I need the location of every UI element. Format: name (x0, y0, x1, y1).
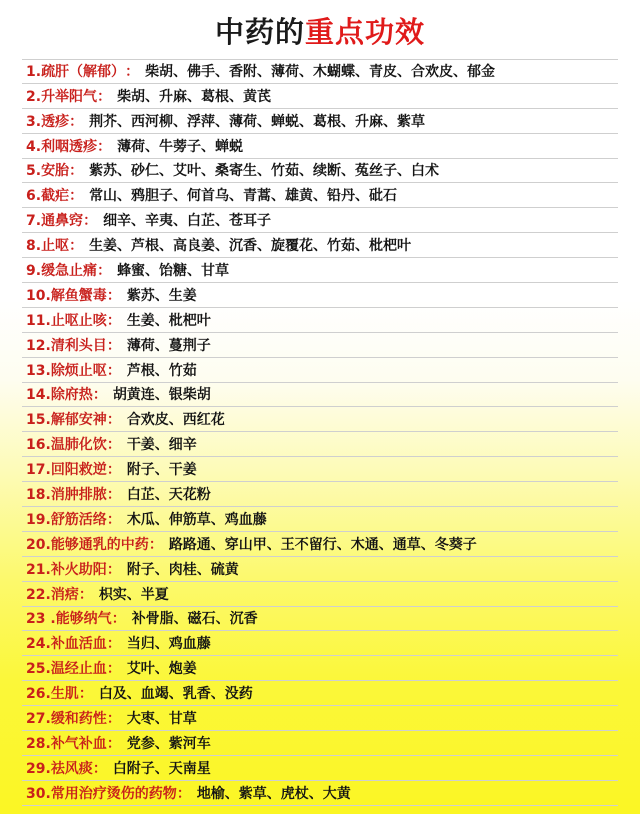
list-item (22, 482, 618, 507)
item-herbs: 柴胡、佛手、香附、薄荷、木蝴蝶、青皮、合欢皮、郁金 (145, 63, 496, 80)
item-separator: ： (106, 362, 121, 379)
item-separator: ： (106, 412, 121, 429)
list-item (22, 706, 618, 731)
item-efficacy: 通鼻窍 (41, 213, 84, 230)
item-number: 21. (26, 561, 51, 578)
list-item (22, 631, 618, 656)
item-efficacy: 补火助阳 (50, 561, 107, 578)
item-efficacy: 除府热 (50, 387, 93, 404)
item-number: 6. (26, 188, 42, 205)
item-number: 9. (26, 263, 42, 280)
item-separator: ： (106, 636, 121, 653)
item-herbs: 紫苏、砂仁、艾叶、桑寄生、竹茹、续断、菟丝子、白术 (89, 163, 440, 180)
item-number: 22. (26, 586, 51, 603)
item-separator: ： (83, 213, 98, 230)
item-separator: ： (69, 188, 84, 205)
list-item (22, 557, 618, 582)
item-separator: ： (106, 511, 121, 528)
item-efficacy: 常用治疗烫伤的药物 (50, 785, 177, 802)
item-number: 13. (26, 362, 51, 379)
list-item (22, 457, 618, 482)
item-efficacy: 止呕止咳 (50, 312, 107, 329)
item-efficacy: 舒筋活络 (50, 511, 107, 528)
item-efficacy: 温经止血 (50, 661, 107, 678)
item-efficacy: 能够纳气 (55, 611, 112, 628)
item-herbs: 细辛、辛夷、白芷、苍耳子 (103, 213, 272, 230)
item-herbs: 艾叶、炮姜 (126, 661, 197, 678)
item-number: 14. (26, 387, 51, 404)
list-item (22, 582, 618, 607)
item-separator: ： (106, 337, 121, 354)
list-item (22, 258, 618, 283)
item-separator: ： (106, 437, 121, 454)
item-number: 3. (26, 113, 42, 130)
item-efficacy: 利咽透疹 (41, 138, 98, 155)
item-separator: ： (106, 661, 121, 678)
item-number: 16. (26, 437, 51, 454)
item-herbs: 附子、肉桂、硫黄 (126, 561, 239, 578)
item-number: 8. (26, 238, 42, 255)
list-item (22, 59, 618, 84)
item-herbs: 党参、紫河车 (126, 735, 211, 752)
item-herbs: 紫苏、生姜 (126, 287, 197, 304)
item-herbs: 大枣、甘草 (126, 711, 197, 728)
item-efficacy: 祛风痰 (50, 760, 93, 777)
item-efficacy: 解鱼蟹毒 (50, 287, 107, 304)
item-herbs: 荆芥、西河柳、浮萍、薄荷、蝉蜕、葛根、升麻、紫草 (89, 113, 426, 130)
item-separator: ： (69, 238, 84, 255)
list-item (22, 333, 618, 358)
list-item (22, 756, 618, 781)
item-herbs: 生姜、芦根、高良姜、沉香、旋覆花、竹茹、枇杷叶 (89, 238, 412, 255)
item-separator: ： (78, 586, 93, 603)
title-part-1: 中药的 (214, 15, 305, 49)
item-herbs: 补骨脂、磁石、沉香 (131, 611, 258, 628)
list-item (22, 134, 618, 159)
item-separator: ： (106, 487, 121, 504)
item-herbs: 柴胡、升麻、葛根、黄芪 (117, 88, 272, 105)
list-item (22, 731, 618, 756)
item-number: 15. (26, 412, 51, 429)
efficacy-list (22, 59, 618, 806)
item-efficacy: 透疹 (41, 113, 70, 130)
item-separator: ： (92, 760, 107, 777)
item-efficacy: 能够通乳的中药 (50, 536, 149, 553)
item-herbs: 附子、干姜 (126, 462, 197, 479)
list-item (22, 159, 618, 184)
item-separator: ： (106, 312, 121, 329)
item-number: 30. (26, 785, 51, 802)
item-number: 10. (26, 287, 51, 304)
item-efficacy: 安胎 (41, 163, 70, 180)
list-item (22, 656, 618, 681)
item-efficacy: 生肌 (50, 686, 79, 703)
item-number: 2. (26, 88, 42, 105)
item-number: 17. (26, 462, 51, 479)
item-herbs: 路路通、穿山甲、王不留行、木通、通草、冬葵子 (168, 536, 477, 553)
item-herbs: 枳实、半夏 (98, 586, 169, 603)
item-herbs: 芦根、竹茹 (126, 362, 197, 379)
item-separator: ： (92, 387, 107, 404)
item-herbs: 地榆、紫草、虎杖、大黄 (196, 785, 351, 802)
item-efficacy: 疏肝（解郁） (41, 63, 126, 80)
item-separator: ： (148, 536, 163, 553)
item-efficacy: 补血活血 (50, 636, 107, 653)
list-item (22, 681, 618, 706)
list-item (22, 233, 618, 258)
item-separator: ： (69, 113, 84, 130)
list-item (22, 383, 618, 408)
title-part-2-highlight: 重点功效 (305, 15, 426, 49)
item-efficacy: 回阳救逆 (50, 462, 107, 479)
list-item (22, 84, 618, 109)
item-separator: ： (111, 611, 126, 628)
item-number: 28. (26, 735, 51, 752)
item-herbs: 木瓜、伸筋草、鸡血藤 (126, 511, 267, 528)
item-herbs: 干姜、细辛 (126, 437, 197, 454)
item-herbs: 白及、血竭、乳香、没药 (98, 686, 253, 703)
list-item (22, 208, 618, 233)
item-efficacy: 解郁安神 (50, 412, 107, 429)
item-number: 7. (26, 213, 42, 230)
list-item (22, 183, 618, 208)
item-separator: ： (106, 287, 121, 304)
item-separator: ： (97, 263, 112, 280)
page-title (0, 10, 640, 54)
list-item (22, 407, 618, 432)
item-efficacy: 止呕 (41, 238, 70, 255)
item-efficacy: 缓急止痛 (41, 263, 98, 280)
item-herbs: 胡黄连、银柴胡 (112, 387, 211, 404)
item-separator: ： (106, 735, 121, 752)
item-efficacy: 消痞 (50, 586, 79, 603)
list-item (22, 607, 618, 632)
item-number: 27. (26, 711, 51, 728)
item-number: 5. (26, 163, 42, 180)
item-number: 26. (26, 686, 51, 703)
item-herbs: 当归、鸡血藤 (126, 636, 211, 653)
list-item (22, 507, 618, 532)
item-number: 20. (26, 536, 51, 553)
item-separator: ： (78, 686, 93, 703)
item-efficacy: 除烦止呕 (50, 362, 107, 379)
list-item (22, 358, 618, 383)
item-herbs: 合欢皮、西红花 (126, 412, 225, 429)
list-item (22, 781, 618, 806)
item-separator: ： (106, 462, 121, 479)
item-herbs: 白附子、天南星 (112, 760, 211, 777)
item-number: 11. (26, 312, 51, 329)
item-efficacy: 温肺化饮 (50, 437, 107, 454)
item-number: 4. (26, 138, 42, 155)
item-herbs: 薄荷、牛蒡子、蝉蜕 (117, 138, 244, 155)
item-number: 29. (26, 760, 51, 777)
item-separator: ： (97, 88, 112, 105)
item-number: 12. (26, 337, 51, 354)
list-item (22, 283, 618, 308)
item-separator: ： (176, 785, 191, 802)
item-separator: ： (97, 138, 112, 155)
item-herbs: 蜂蜜、饴糖、甘草 (117, 263, 230, 280)
item-efficacy: 截疟 (41, 188, 70, 205)
list-item (22, 308, 618, 333)
item-number: 23 . (26, 611, 56, 628)
item-separator: ： (125, 63, 140, 80)
list-item (22, 109, 618, 134)
item-separator: ： (106, 561, 121, 578)
item-separator: ： (69, 163, 84, 180)
item-efficacy: 缓和药性 (50, 711, 107, 728)
item-number: 24. (26, 636, 51, 653)
item-number: 19. (26, 511, 51, 528)
item-efficacy: 清利头目 (50, 337, 107, 354)
item-number: 25. (26, 661, 51, 678)
item-separator: ： (106, 711, 121, 728)
list-item (22, 432, 618, 457)
item-number: 18. (26, 487, 51, 504)
item-herbs: 白芷、天花粉 (126, 487, 211, 504)
item-efficacy: 升举阳气 (41, 88, 98, 105)
item-efficacy: 补气补血 (50, 735, 107, 752)
item-number: 1. (26, 63, 42, 80)
item-herbs: 常山、鸦胆子、何首乌、青蒿、雄黄、铅丹、砒石 (89, 188, 398, 205)
item-herbs: 生姜、枇杷叶 (126, 312, 211, 329)
list-item (22, 532, 618, 557)
item-efficacy: 消肿排脓 (50, 487, 107, 504)
item-herbs: 薄荷、蔓荆子 (126, 337, 211, 354)
